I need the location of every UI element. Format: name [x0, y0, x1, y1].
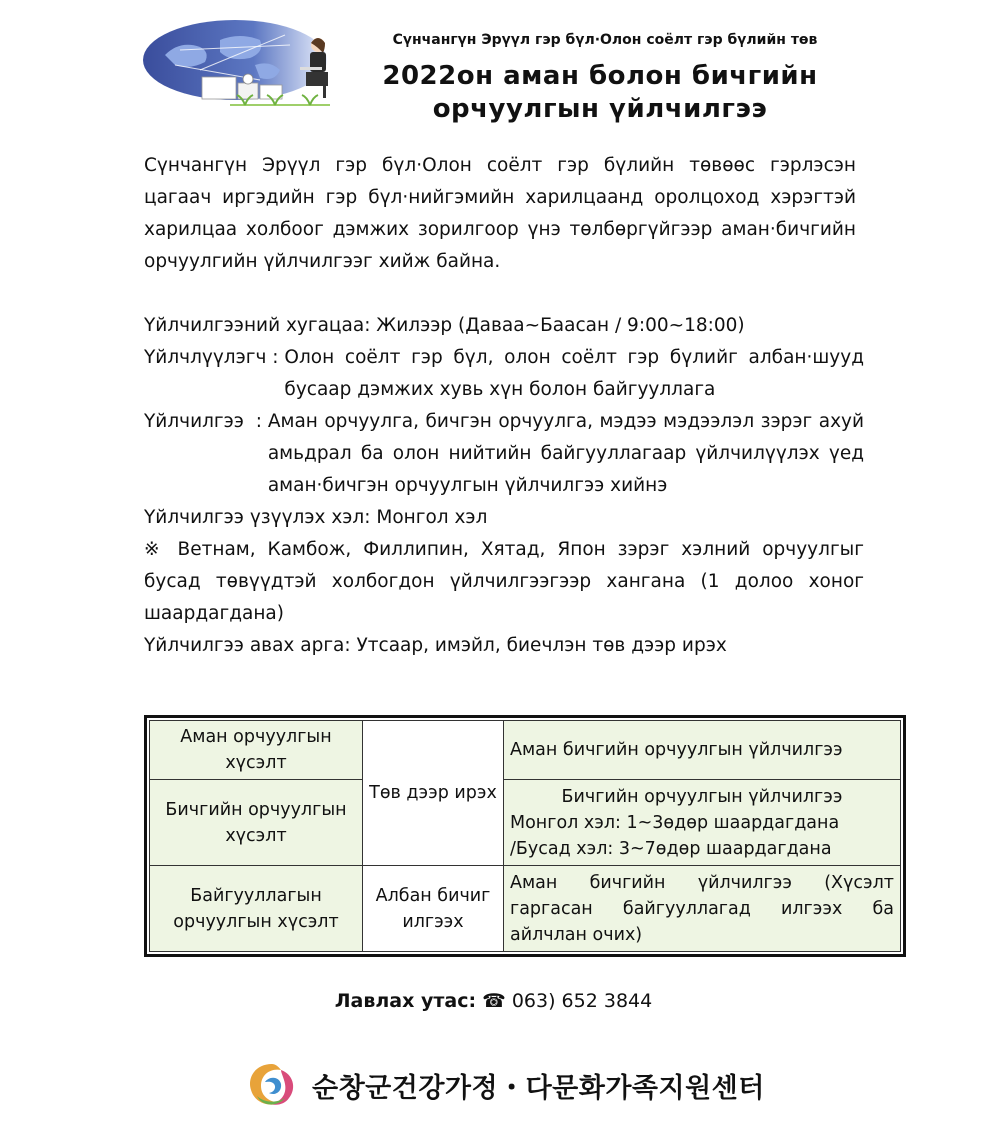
center-logo-icon	[245, 1060, 300, 1110]
service-language: Үйлчилгээ үзүүлэх хэл: Монгол хэл	[144, 507, 488, 528]
table-cell: Бичгийн орчуулгын хүсэлт	[150, 780, 363, 866]
service-table-grid	[149, 720, 901, 952]
table-cell	[504, 780, 901, 866]
intro-paragraph	[144, 150, 856, 278]
table-cell: Төв дээр ирэх	[363, 721, 504, 866]
contact-phone	[0, 990, 987, 1012]
title-line-1: 2022он аман болон бичгийн	[382, 61, 818, 91]
service-note: ※ Ветнам, Камбож, Филлипин, Хятад, Япон зэрэг хэлний орчуулгыг бусад төвүүдтэй холбогдон үйлчилгээгээр хангана (1 долоо хоног шаардагдана)	[144, 539, 864, 624]
page-title	[360, 60, 840, 126]
table-row	[150, 866, 901, 952]
service-hours: Үйлчилгээний хугацаа: Жилээр (Даваа~Баасан / 9:00~18:00)	[144, 315, 745, 336]
service-description-label: Үйлчилгээ :	[144, 411, 268, 432]
table-cell-line: Бичгийн орчуулгын үйлчилгээ	[561, 786, 843, 807]
service-info	[144, 310, 864, 662]
table-cell-line: /Бусад хэл: 3~7өдөр шаардагдана	[510, 838, 832, 859]
table-cell: Аман орчуулгын хүсэлт	[150, 721, 363, 780]
table-cell: Албан бичиг илгээх	[363, 866, 504, 952]
intro-text: Сүнчангүн Эрүүл гэр бүл·Олон соёлт гэр бүлийн төвөөс гэрлэсэн цагаач иргэдийн гэр бүл·нийгэмийн харилцаанд оролцоход хэрэгтэй харилцаа холбоог дэмжих зорилгоор үнэ төлбөргүйгээр аман·бичгийн орчуулгийн үйлчилгээг хийж байна.	[144, 155, 856, 272]
title-line-2: орчуулгын үйлчилгээ	[432, 94, 768, 124]
world-map-woman-laptop-icon	[140, 15, 340, 125]
service-description-value: Аман орчуулга, бичгэн орчуулга, мэдээ мэдээлэл зэрэг ахуй амьдрал ба олон нийтийн байгууллагаар үйлчилүүлэх үед аман·бичгэн орчуулгын үйлчилгээ хийнэ	[267, 411, 864, 496]
service-table	[144, 715, 906, 957]
table-cell: Байгууллагын орчуулгын хүсэлт	[150, 866, 363, 952]
table-row	[150, 780, 901, 866]
footer	[245, 1060, 765, 1110]
org-name: 순창군건강가정・다문화가족지원센터	[312, 1072, 765, 1104]
contact-label: Лавлах утас:	[334, 990, 477, 1012]
table-cell: Аман бичгийн орчуулгын үйлчилгээ	[504, 721, 901, 780]
service-users-label: Үйлчлүүлэгч :	[144, 347, 285, 368]
service-users-value: Олон соёлт гэр бүл, олон соёлт гэр бүлийг албан·шууд бусаар дэмжих хувь хүн болон байгууллага	[284, 347, 864, 400]
service-description	[144, 406, 864, 502]
center-name: Сүнчангүн Эрүүл гэр бүл·Олон соёлт гэр бүлийн төв	[392, 32, 818, 48]
table-cell: Аман бичгийн үйлчилгээ (Хүсэлт гаргасан байгууллагад илгээх ба айлчлан очих)	[504, 866, 901, 952]
table-cell-line: Монгол хэл: 1~3өдөр шаардагдана	[510, 812, 840, 833]
service-method: Үйлчилгээ авах арга: Утсаар, имэйл, биечлэн төв дээр ирэх	[144, 635, 727, 656]
service-users	[144, 342, 864, 406]
phone-number[interactable]: 063) 652 3844	[511, 990, 653, 1012]
table-row	[150, 721, 901, 780]
phone-icon: ☎	[482, 990, 506, 1012]
